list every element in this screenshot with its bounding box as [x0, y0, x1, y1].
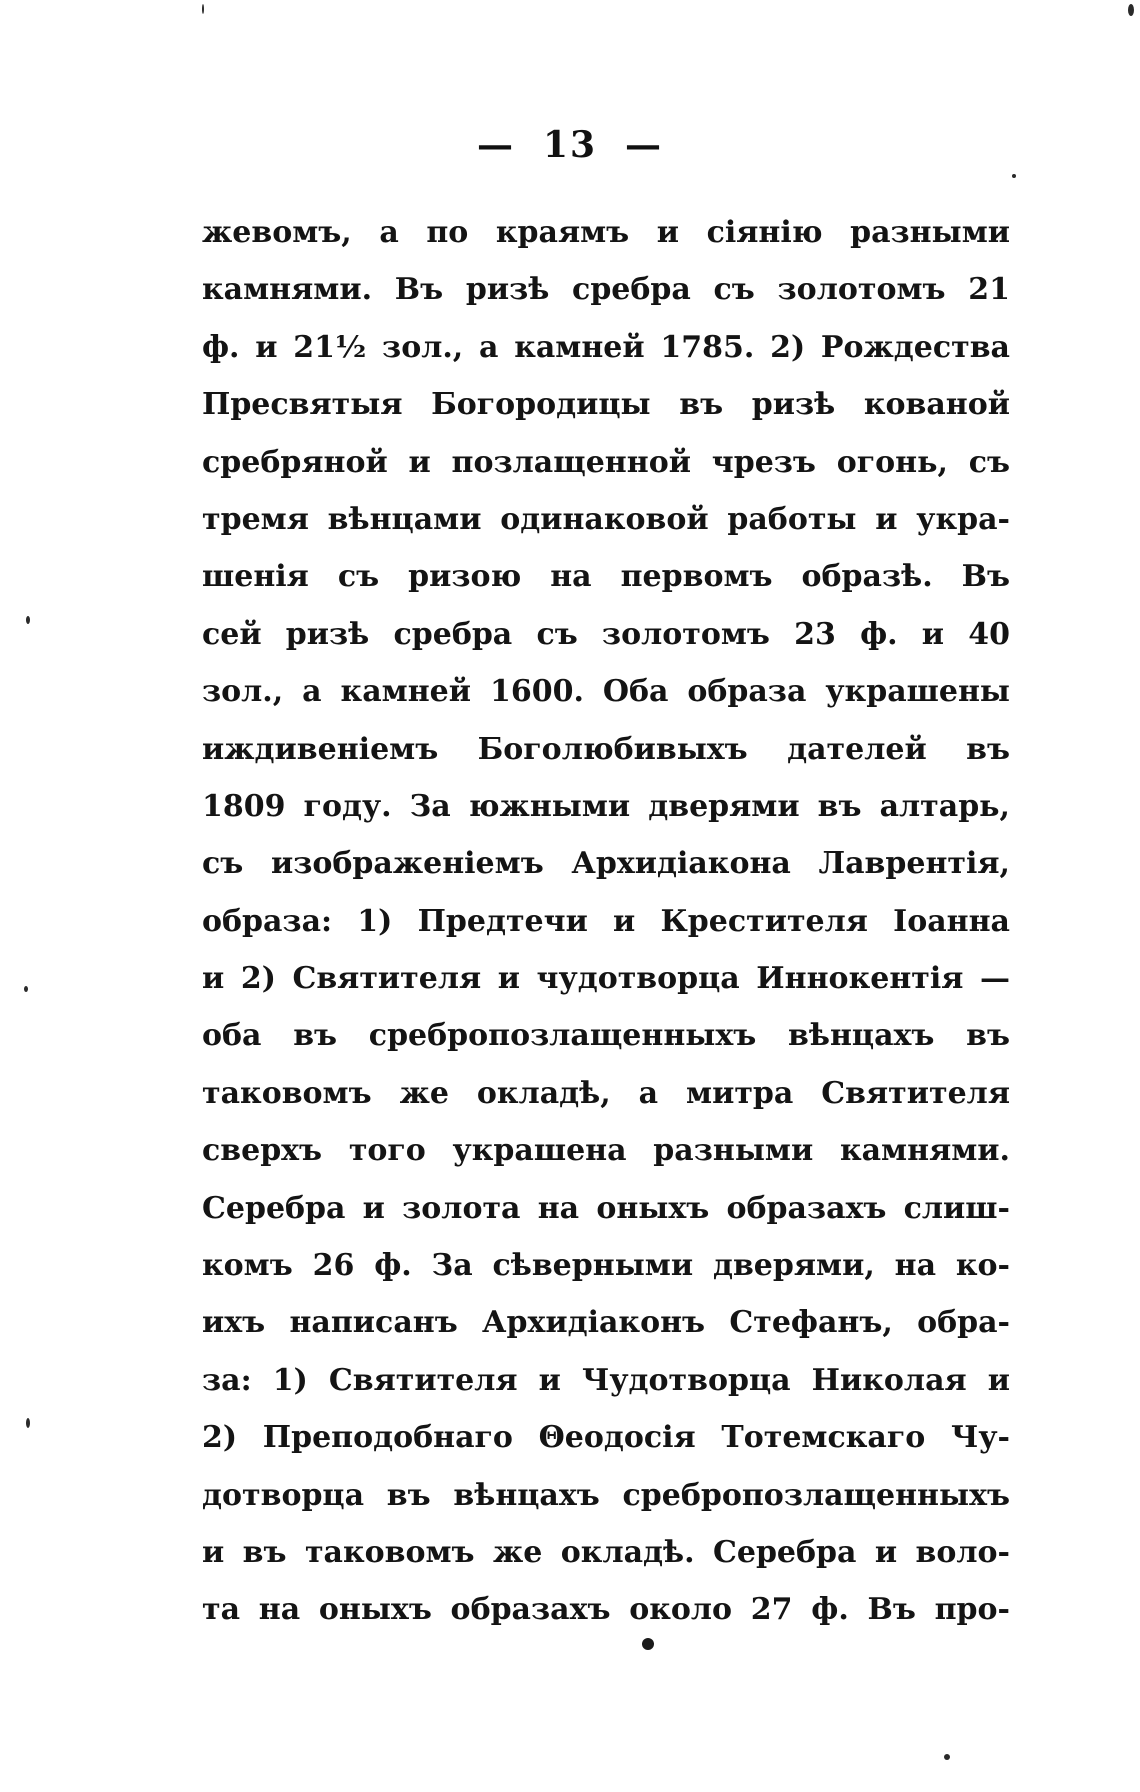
text-line: комъ 26 ф. За сѣверными дверями, на ко- [202, 1248, 1010, 1284]
text-line: съ изображеніемъ Архидіакона Лаврентія, [202, 846, 1010, 882]
scan-speck [26, 1418, 30, 1428]
text-line: иждивеніемъ Боголюбивыхъ дателей въ [202, 731, 1010, 767]
text-line: камнями. Въ ризѣ сребра съ золотомъ 21 [202, 272, 1010, 308]
page-number: 13 [542, 124, 598, 166]
scan-speck [26, 616, 30, 624]
text-line: зол., а камней 1600. Оба образа украшены [202, 674, 1010, 710]
scan-speck [1128, 4, 1134, 16]
text-line: шенія съ ризою на первомъ образѣ. Въ [202, 559, 1010, 595]
text-line: за: 1) Святителя и Чудотворца Николая и [202, 1362, 1010, 1398]
text-line: сверхъ того украшена разными камнями. [202, 1133, 1010, 1169]
text-line: образа: 1) Предтечи и Крестителя Іоанна [202, 903, 1010, 939]
text-line: тремя вѣнцами одинаковой работы и укра- [202, 501, 1010, 537]
body-text [202, 204, 1010, 1639]
text-line: ихъ написанъ Архидіаконъ Стефанъ, обра- [202, 1305, 1010, 1341]
text-line: Серебра и золота на оныхъ образахъ слиш- [202, 1190, 1010, 1226]
text-line: и въ таковомъ же окладѣ. Серебра и воло- [202, 1534, 1010, 1570]
scan-speck [202, 4, 204, 14]
text-line: 2) Преподобнаго Θеодосія Тотемскаго Чу- [202, 1420, 1010, 1456]
page-number-header [0, 124, 1140, 166]
text-line: сей ризѣ сребра съ золотомъ 23 ф. и 40 [202, 616, 1010, 652]
text-line: сребряной и позлащенной чрезъ огонь, съ [202, 444, 1010, 480]
bullet-dot-icon [642, 1638, 654, 1650]
text-line: дотворца въ вѣнцахъ сребропозлащенныхъ [202, 1477, 1010, 1513]
text-line: та на оныхъ образахъ около 27 ф. Въ про- [202, 1592, 1010, 1628]
scan-speck [1012, 174, 1016, 178]
page-number-dash-right: — [625, 124, 664, 166]
text-line: таковомъ же окладѣ, а митра Святителя [202, 1075, 1010, 1111]
text-line: Пресвятыя Богородицы въ ризѣ кованой [202, 387, 1010, 423]
text-line: и 2) Святителя и чудотворца Иннокентія — [202, 961, 1010, 997]
scan-speck [944, 1754, 950, 1760]
text-line: оба въ сребропозлащенныхъ вѣнцахъ въ [202, 1018, 1010, 1054]
page-number-dash-left: — [476, 124, 515, 166]
text-line: 1809 году. За южными дверями въ алтарь, [202, 788, 1010, 824]
text-line: жевомъ, а по краямъ и сіянію разными [202, 215, 1010, 250]
scan-speck [24, 986, 28, 992]
text-line: ф. и 21½ зол., а камней 1785. 2) Рождества [202, 329, 1010, 365]
